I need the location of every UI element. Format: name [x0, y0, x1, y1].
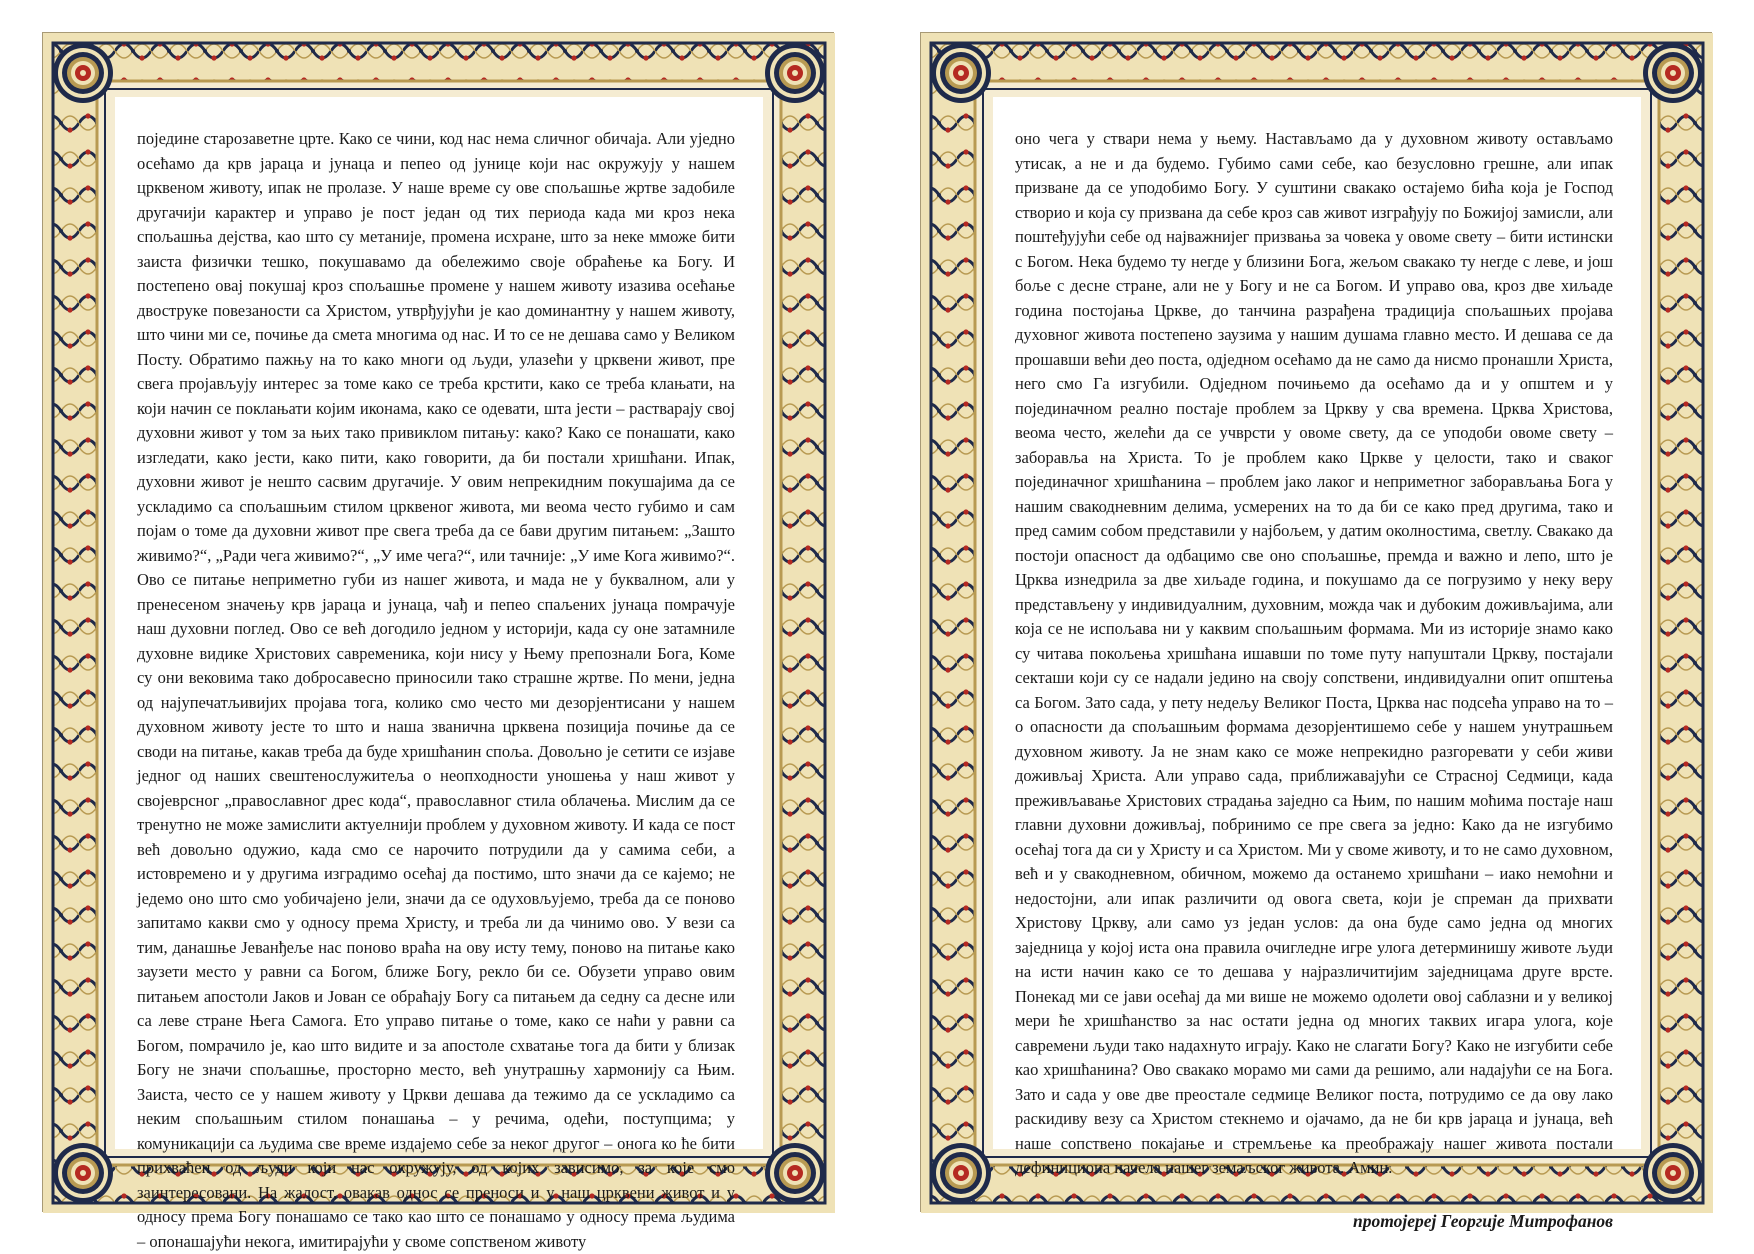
- corner-rosette-icon: [53, 1143, 113, 1203]
- right-page: [920, 32, 1712, 1231]
- corner-rosette-icon: [53, 43, 113, 103]
- left-page: [42, 32, 834, 1251]
- body-text-right: оно чега у ствари нема у њему. Настављамо да у духовном животу остављамо утисак, а не и да будемо. Губимо сами себе, као безусловно грешне, али ипак призване да се уподобимо Богу. У суштини свакако остајемо бића која је Господ створио и која су призвана да себе кроз сав живот изграђују по Божијој замисли, али поштеђујући себе од најважнијег призвања за човека у овоме свету – бити истински с Богом. Нека будемо ту негде у близини Бога, жељом свакако ту негде с леве, и још боље с десне стране, али не у Богу и не са Богом. И управо ова, кроз две хиљаде година постојања Цркве, до танчина разрађена традиција спољашњих пројава духовног живота постепено заузима у нашим душама главно место. И дешава се да прошавши већи део поста, одједном осећамо да не само да нисмо пронашли Христа, него смо Га изгубили. Одједном почињемо да осећамо да и у општем и у појединачном реално постаје проблем за Цркву у сва времена. Црква Христова, веома често, желећи да се учврсти у овоме свету, да се уподоби овоме свету – заборавља на Христа. То је проблем како Цркве у целости, тако и сваког појединачног хришћанина – проблем јако лаког и неприметног заборављања Бога у нашим свакодневним делима, усмерених на то да би се како пред другима, тако и пред самим собом представили у најбољем, у датим околностима, светлу. Свакако да постоји опасност да одбацимо све оно спољашње, премда и важно и лепо, што је Црква изнедрила за две хиљаде година, и покушамо да се погрузимо у неку веру представљену у индивидуалним, духовним, можда чак и дубоким доживљајима, али која се не испољава ни у каквим спољашњим формама. Ми из историје знамо како су читава покољења хришћана ишавши по томе путу напуштали Цркву, постајали секташи који су се надали једино на своју сопствени, индивидуални опит општења са Богом. Зато сада, у пету недељу Великог Поста, Црква нас подсећа управо на то – о опасности да спољашњим формама дезорјентишемо себе у нашем унутрашњем духовном животу. Ја не знам како се може непрекидно разгоревати у себи живи доживљај Христа. Али управо сада, приближавајући се Страсној Седмици, када преживљавање Христових страдања заједно са Њим, по нашим моћима постаје наш главни духовни доживљај, побринимо се пре свега за једно: Како да не изгубимо осећај тога да си у Христу и са Христом. Ми у своме животу, и то не само духовном, већ и у свакодневном, обичном, можемо да останемо хришћани – иако немоћни и недостојни, али ипак различити од овога света, који је спреман да прихвати Христову Цркву, али само уз један услов: да она буде само једна од многих заједница у којој иста она правила очигледне игре улога детерминишу животе људи на исти начин како се то дешава у најразличитијим заједницама друге врсте. Понекад ми се јави осећај да ми више не можемо одолети овој саблазни и у великој мери ће хришћанство за нас остати једна од многих таквих игара улога, које савремени људи тако надахнуто играју. Како не слагати Богу? Како не изгубити себе као хришћанина? Ово свакако морамо ми сами да решимо, али надајући се на Бога. Зато и сада у ове две преостале седмице Великог поста, потрудимо се да ову лако раскидиву везу са Христом стекнемо и ојачамо, да не би крв јараца и јунаца, већ наше сопствено покајање и стремљење ка преображају нашег живота постали дефинициона начела нашег земаљског живота. Амин.: [1015, 129, 1613, 1177]
- corner-rosette-icon: [1643, 1143, 1703, 1203]
- corner-rosette-icon: [765, 43, 825, 103]
- text-panel-right: [993, 97, 1641, 1231]
- body-text-left: поједине старозаветне црте. Како се чини, код нас нема сличног обичаја. Али уједно осећамо да крв јараца и јунаца и пепео од јунице који нас окружују у нашем црквеном животу, ипак не пролазе. У наше време су ове спољашње жртве задобиле другачији карактер и управо је пост један од тих периода када ми кроз нека спољашња дејства, као што су метаније, промена исхране, што за неке мможе бити заиста физички тешко, покушавамо да обележимо своје обраћење ка Богу. И постепено овај покушај кроз спољашње промене у нашем животу изазива осећање двоструке повезаности са Христом, утврђујући је као доминантну у нашем животу, што чини ми се, почиње да смета многима од нас. И то се не дешава само у Великом Посту. Обратимо пажњу на то како многи од људи, улазећи у црквени живот, пре свега пројављују интерес за томе како се треба крстити, како се треба клањати, на који начин се поклањати којим иконама, како се одевати, шта јести – растварају свој духовни живот у том за њих тако привиклом питању: како? Како се понашати, како изгледати, како јести, како пити, како говорити, да би постали хришћани. Ипак, духовни живот је нешто сасвим другачије. У овим непрекидним покушајима да се ускладимо са спољашњим стилом црквеног живота, ми веома често губимо и сам појам о томе да духовни живот пре свега треба да се бави другим питањем: „Зашто живимо?“, „Ради чега живимо?“, „У име чега?“, или тачније: „У име Кога живимо?“. Ово се питање неприметно губи из нашег живота, и мада не у буквалном, али у пренесеном значењу крв јараца и јунаца, чађ и пепео спаљених јунаца помрачује наш духовни поглед. Ово се већ догодило једном у историји, када су оне затамниле духовне видике Христових савременика, који нису у Њему препознали Бога, Коме су они вековима тако добросавесно приносили тако страшне жртве. По мени, једна од најупечатљивијих пројава тога, колико смо често ми дезорјентисани у нашем духовном животу јесте то што и наша званична црквена позиција почиње да се своди на питање, какав треба да буде хришћанин споља. Довољно је сетити се изјаве једног од наших свештенослужитеља о неопходности уношења у наш живот у својеврсног „православног дрес кода“, православног стила облачења. Мислим да се тренутно не може замислити актуелнији проблем у духовном животу. И када се пост већ довољно одужио, када смо се нарочито потрудили да у самима себи, а истовремено и у другима изградимо осећај да постимо, што значи да се кајемо; не једемо оно што смо уобичајено јели, значи да се одуховљујемо, треба да се поново запитамо какви смо у односу према Христу, и треба ли да чинимо ово. У вези са тим, данашње Јеванђеље нас поново враћа на ову исту тему, поново на питање како заузети место у равни са Богом, ближе Богу, рекло би се. Обузети управо овим питањем апостоли Јаков и Јован се обраћају Богу са питањем да седну са десне или са леве стране Њега Самога. Ето управо питање о томе, како се наћи у равни са Богом, помрачило је, као што видите и за апостоле схватање тога да бити у близак Богу не значи спољашње, просторно место, већ унутрашњу хармонију са Њим. Заиста, често се у нашем животу у Цркви дешава да тежимо да се ускладимо са неким спољашњим стилом понашања – у речима, одећи, поступцима; у комуникацији са људима све време издајемо себе за неког другог – онога ко ће бити прихваћен од људи који нас окружују, од којих зависимо, за које смо заинтересовани. На жалост, овакав однос се преноси и у наш црквени живот и у односу према Богу понашамо се тако као што се понашамо у односу према људима – опонашајући некога, имитирајући у своме сопственом животу: [137, 129, 735, 1251]
- author-signature: протојереј Георгије Митрофанов: [1353, 1210, 1613, 1231]
- text-panel-left: [115, 97, 763, 1251]
- corner-rosette-icon: [931, 43, 991, 103]
- corner-rosette-icon: [1643, 43, 1703, 103]
- corner-rosette-icon: [931, 1143, 991, 1203]
- corner-rosette-icon: [765, 1143, 825, 1203]
